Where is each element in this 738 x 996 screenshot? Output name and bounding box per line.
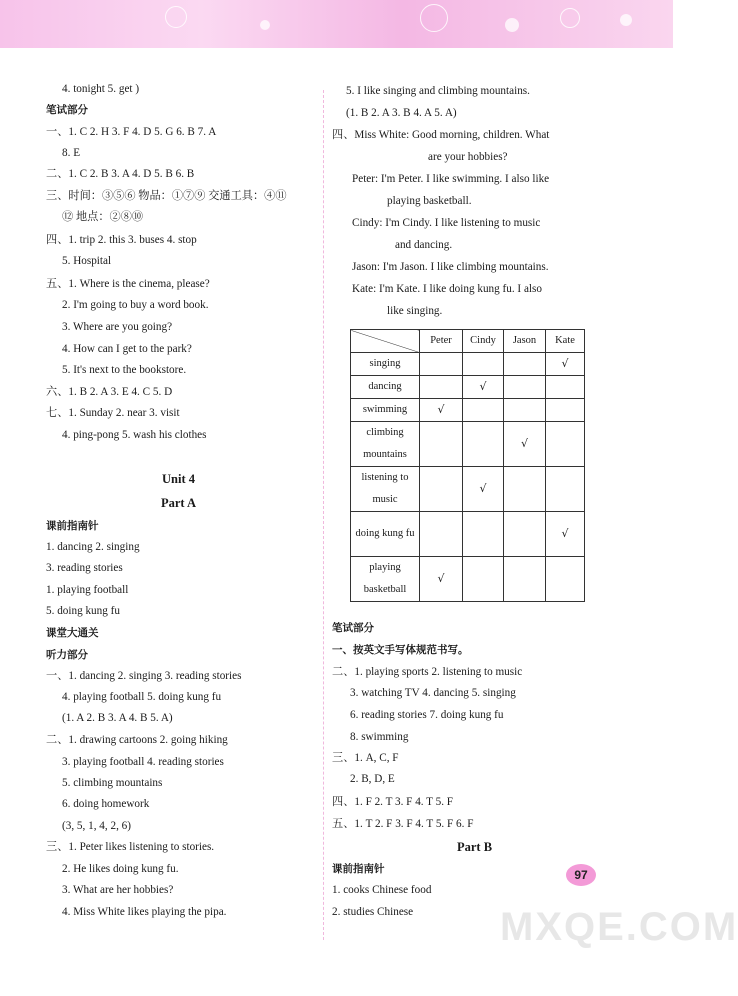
left-line: 二、1. drawing cartoons 2. going hiking xyxy=(46,734,228,746)
left-line: 3. Where are you going? xyxy=(62,321,173,333)
table-row-label: singing xyxy=(351,353,420,376)
right-line: 四、1. F 2. T 3. F 4. T 5. F xyxy=(332,796,454,808)
left-line: 5. It's next to the bookstore. xyxy=(62,364,187,376)
table-row xyxy=(351,512,585,557)
table-header-cell: Kate xyxy=(546,330,585,353)
check-cell: √ xyxy=(504,422,546,467)
decorative-bubble xyxy=(260,20,270,30)
check-cell xyxy=(420,467,463,512)
right-line: 8. swimming xyxy=(350,731,409,743)
right-line: 2. B, D, E xyxy=(350,773,395,785)
check-cell xyxy=(546,376,585,399)
left-line: 4. How can I get to the park? xyxy=(62,343,192,355)
table-row-label: climbing mountains xyxy=(351,422,420,467)
check-cell xyxy=(504,557,546,602)
right-line: playing basketball. xyxy=(387,195,472,207)
right-line: 1. cooks Chinese food xyxy=(332,884,432,896)
check-cell: √ xyxy=(463,467,504,512)
check-cell xyxy=(504,512,546,557)
check-cell xyxy=(546,557,585,602)
left-line: 3. reading stories xyxy=(46,562,123,574)
check-cell xyxy=(504,353,546,376)
right-line: 一、按英文手写体规范书写。 xyxy=(332,644,469,656)
watermark-logo: MXQE.COM xyxy=(500,905,738,949)
table-row xyxy=(351,353,585,376)
right-line: 6. reading stories 7. doing kung fu xyxy=(350,709,504,721)
right-line: 2. studies Chinese xyxy=(332,906,414,918)
left-line: ⑫ 地点：②⑧⑩ xyxy=(62,211,144,223)
left-line: 1. playing football xyxy=(46,584,129,596)
right-line: like singing. xyxy=(387,305,443,317)
right-line: are your hobbies? xyxy=(428,151,508,163)
table-row xyxy=(351,399,585,422)
right-line: 三、1. A, C, F xyxy=(332,752,399,764)
left-line: 3. playing football 4. reading stories xyxy=(62,756,224,768)
check-cell xyxy=(420,353,463,376)
table-header-cell: Cindy xyxy=(463,330,504,353)
right-line: Jason: I'm Jason. I like climbing mountains. xyxy=(352,261,549,273)
left-line: 笔试部分 xyxy=(46,104,88,116)
left-line: 一、1. dancing 2. singing 3. reading stories xyxy=(46,670,242,682)
left-line: 4. tonight 5. get ) xyxy=(62,83,140,95)
left-line: 5. Hospital xyxy=(62,255,112,267)
check-cell xyxy=(546,467,585,512)
pre-guide-heading-b: 课前指南针 xyxy=(332,863,385,875)
left-line: 8. E xyxy=(62,147,81,159)
check-cell: √ xyxy=(546,353,585,376)
part-a-title: Part A xyxy=(160,496,197,510)
table-row-label: swimming xyxy=(351,399,420,422)
right-line: 四、Miss White: Good morning, children. What xyxy=(332,129,550,141)
right-line: 五、1. T 2. F 3. F 4. T 5. F 6. F xyxy=(332,818,474,830)
check-cell: √ xyxy=(463,376,504,399)
table-header-cell: Peter xyxy=(420,330,463,353)
left-line: 4. Miss White likes playing the pipa. xyxy=(62,906,227,918)
check-cell xyxy=(504,467,546,512)
check-cell xyxy=(546,422,585,467)
right-line: Kate: I'm Kate. I like doing kung fu. I also xyxy=(352,283,542,295)
left-line: 二、1. C 2. B 3. A 4. D 5. B 6. B xyxy=(46,168,195,180)
decorative-bubble xyxy=(620,14,632,26)
table-corner-cell xyxy=(351,330,420,353)
part-b-title: Part B xyxy=(456,840,493,854)
right-line: Peter: I'm Peter. I like swimming. I also like xyxy=(352,173,550,185)
table-row-label: playing basketball xyxy=(351,557,420,602)
right-line: (1. B 2. A 3. B 4. A 5. A) xyxy=(346,107,457,119)
hobby-table xyxy=(350,329,585,602)
left-line: 2. I'm going to buy a word book. xyxy=(62,299,209,311)
table-row xyxy=(351,467,585,512)
right-line: 二、1. playing sports 2. listening to music xyxy=(332,666,523,678)
left-line: 六、1. B 2. A 3. E 4. C 5. D xyxy=(46,386,173,398)
left-line: 2. He likes doing kung fu. xyxy=(62,863,179,875)
decorative-bubble xyxy=(165,6,187,28)
left-line: 三、1. Peter likes listening to stories. xyxy=(46,841,215,853)
check-cell xyxy=(420,376,463,399)
table-row xyxy=(351,422,585,467)
right-line: 笔试部分 xyxy=(332,622,374,634)
check-cell xyxy=(546,399,585,422)
left-line: 三、时间：③⑤⑥ 物品：①⑦⑨ 交通工具：④⑪ xyxy=(46,190,287,202)
left-line: 1. dancing 2. singing xyxy=(46,541,140,553)
table-row-label: doing kung fu xyxy=(351,512,420,557)
check-cell xyxy=(463,399,504,422)
left-line: 课堂大通关 xyxy=(46,627,99,639)
check-cell xyxy=(504,399,546,422)
check-cell: √ xyxy=(420,557,463,602)
header-banner xyxy=(0,0,673,48)
table-row-label: dancing xyxy=(351,376,420,399)
decorative-bubble xyxy=(505,18,519,32)
left-line: (1. A 2. B 3. A 4. B 5. A) xyxy=(62,712,173,724)
left-line: 七、1. Sunday 2. near 3. visit xyxy=(46,407,180,419)
check-cell xyxy=(463,512,504,557)
right-line: Cindy: I'm Cindy. I like listening to music xyxy=(352,217,541,229)
page-number: 97 xyxy=(566,864,596,886)
check-cell xyxy=(463,353,504,376)
check-cell: √ xyxy=(546,512,585,557)
decorative-bubble xyxy=(420,4,448,32)
left-line: 五、1. Where is the cinema, please? xyxy=(46,278,210,290)
left-line: 5. climbing mountains xyxy=(62,777,163,789)
table-row-label: listening to music xyxy=(351,467,420,512)
decorative-bubble xyxy=(560,8,580,28)
table-row xyxy=(351,376,585,399)
pre-guide-heading: 课前指南针 xyxy=(46,520,99,532)
right-line: 3. watching TV 4. dancing 5. singing xyxy=(350,687,516,699)
left-line: 四、1. trip 2. this 3. buses 4. stop xyxy=(46,234,197,246)
check-cell xyxy=(504,376,546,399)
left-line: 5. doing kung fu xyxy=(46,605,120,617)
left-line: 一、1. C 2. H 3. F 4. D 5. G 6. B 7. A xyxy=(46,126,217,138)
check-cell: √ xyxy=(420,399,463,422)
check-cell xyxy=(420,422,463,467)
left-line: 听力部分 xyxy=(46,649,88,661)
table-row xyxy=(351,557,585,602)
column-divider xyxy=(323,90,324,940)
left-line: 3. What are her hobbies? xyxy=(62,884,174,896)
left-line: 4. ping-pong 5. wash his clothes xyxy=(62,429,207,441)
check-cell xyxy=(463,557,504,602)
right-line: and dancing. xyxy=(395,239,453,251)
unit-title: Unit 4 xyxy=(162,472,195,486)
left-line: 4. playing football 5. doing kung fu xyxy=(62,691,222,703)
left-line: (3, 5, 1, 4, 2, 6) xyxy=(62,820,131,832)
right-line: 5. I like singing and climbing mountains. xyxy=(346,85,530,97)
table-header-cell: Jason xyxy=(504,330,546,353)
check-cell xyxy=(420,512,463,557)
check-cell xyxy=(463,422,504,467)
left-line: 6. doing homework xyxy=(62,798,150,810)
